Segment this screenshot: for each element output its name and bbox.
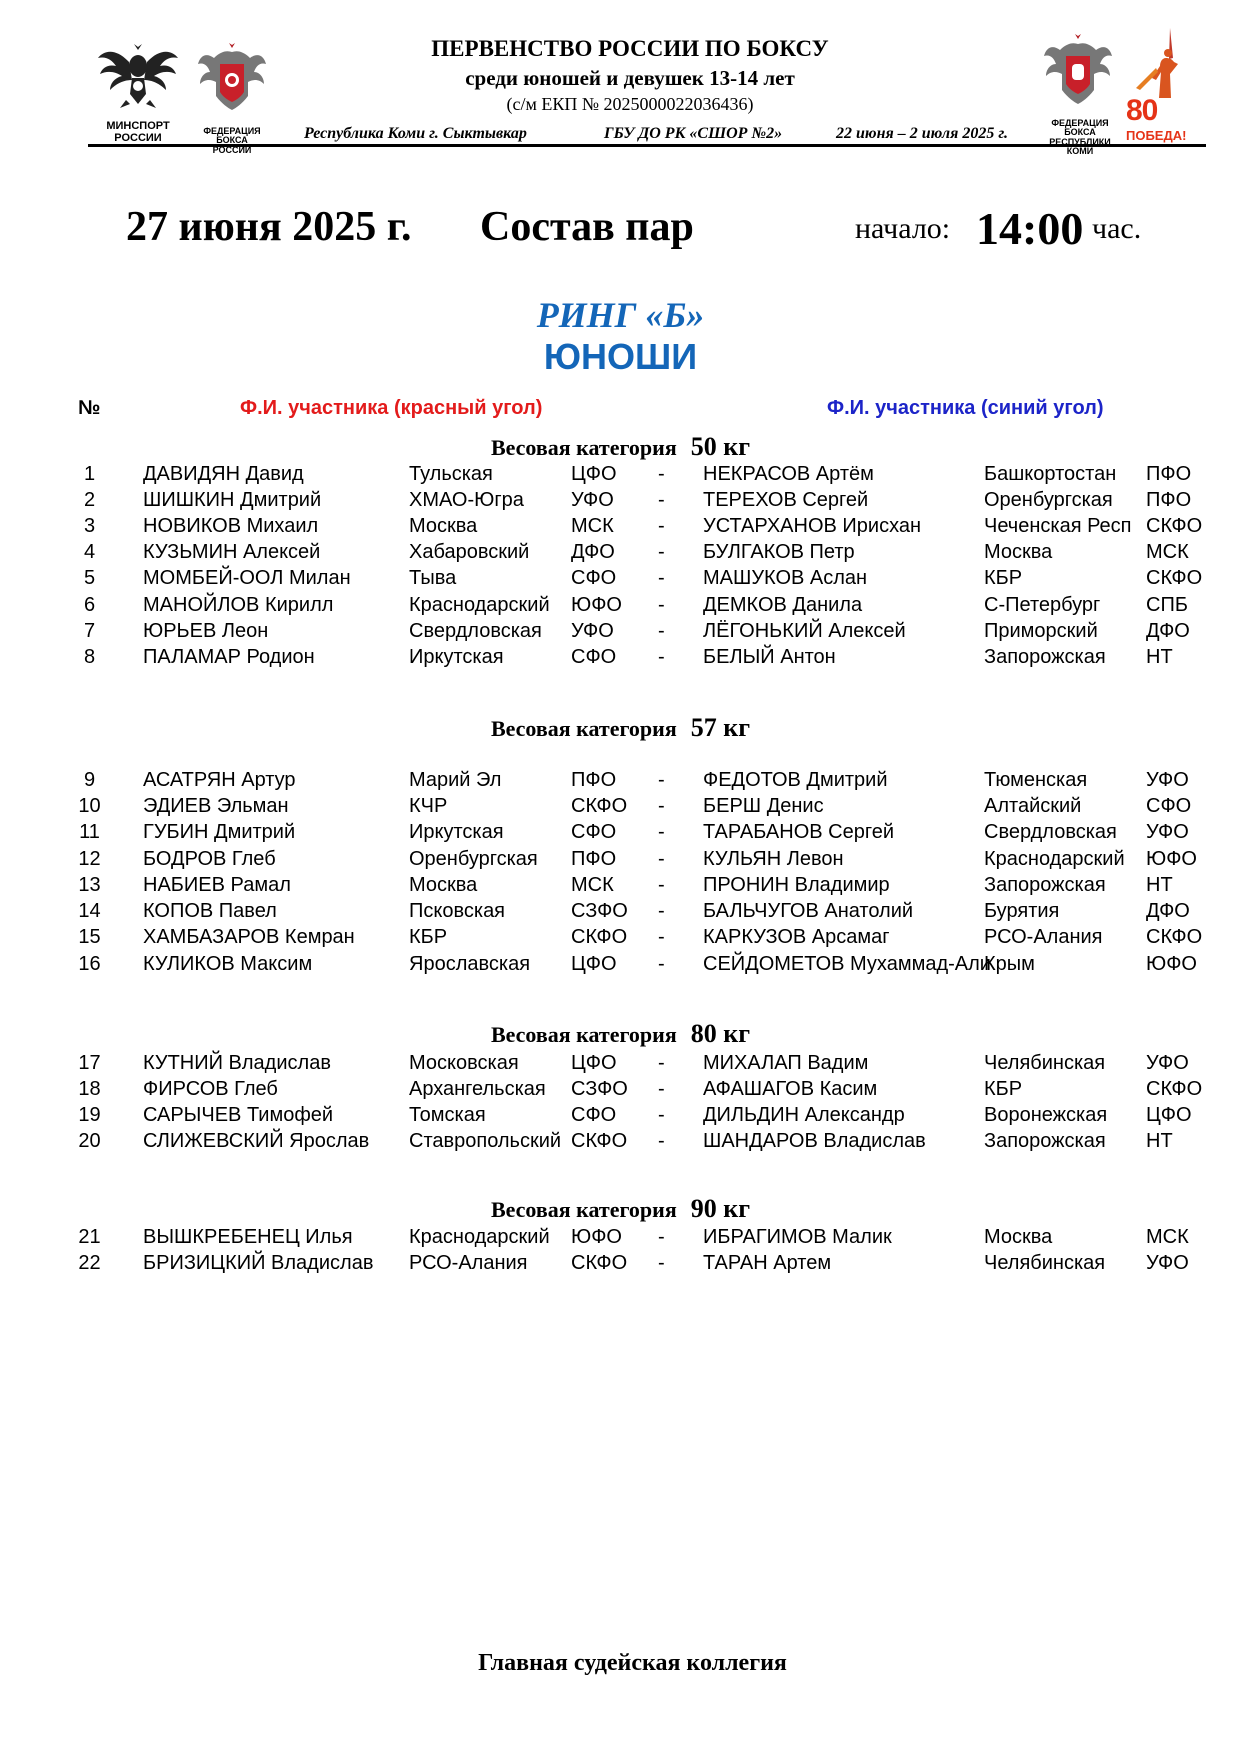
bout-row (0, 769, 1241, 795)
red-boxer-district: ЮФО (571, 594, 622, 616)
red-boxer-region: Архангельская (409, 1078, 546, 1100)
event-dates: 22 июня – 2 июля 2025 г. (836, 125, 1009, 142)
red-boxer-district: СФО (571, 821, 617, 843)
red-corner-header: Ф.И. участника (красный угол) (240, 397, 543, 419)
vs-dash: - (658, 874, 665, 896)
blue-boxer-region: Запорожская (984, 646, 1106, 668)
blue-boxer-region: Запорожская (984, 1130, 1106, 1152)
blue-boxer-name: БАЛЬЧУГОВ Анатолий (703, 900, 914, 922)
blue-boxer-region: РСО-Алания (984, 926, 1103, 948)
blue-boxer-region: КБР (984, 1078, 1023, 1100)
blue-boxer-district: СКФО (1146, 926, 1203, 948)
red-boxer-region: Москва (409, 874, 478, 896)
red-boxer-region: Иркутская (409, 821, 504, 843)
blue-boxer-region: Алтайский (984, 795, 1082, 817)
blue-boxer-name: УСТАРХАНОВ Ирисхан (703, 515, 922, 537)
bout-row (0, 795, 1241, 821)
group-title: ЮНОШИ (543, 336, 698, 377)
bout-number: 13 (78, 874, 101, 896)
red-boxer-district: ДФО (571, 541, 615, 563)
bout-row (0, 848, 1241, 874)
bout-number: 15 (78, 926, 101, 948)
red-boxer-region: Москва (409, 515, 478, 537)
blue-corner-header: Ф.И. участника (синий угол) (827, 397, 1104, 419)
column-number-header: № (78, 397, 101, 419)
category-weight: 57 кг (690, 713, 751, 742)
red-boxer-name: ЭДИЕВ Эльман (143, 795, 289, 817)
weight-category-heading (0, 1194, 1241, 1224)
bout-row (0, 1252, 1241, 1278)
category-label: Весовая категория (490, 716, 677, 741)
blue-boxer-district: ПФО (1146, 463, 1192, 485)
weight-category-heading (0, 432, 1241, 462)
blue-boxer-name: ФЕДОТОВ Дмитрий (703, 769, 888, 791)
red-boxer-name: КУЛИКОВ Максим (143, 953, 313, 975)
victory-number: 80 (1126, 94, 1158, 127)
blue-boxer-name: МАШУКОВ Аслан (703, 567, 868, 589)
red-boxer-district: СФО (571, 646, 617, 668)
weight-category-heading (0, 713, 1241, 743)
blue-boxer-district: УФО (1146, 1252, 1189, 1274)
bout-number: 11 (79, 821, 100, 843)
red-boxer-region: Тыва (409, 567, 457, 589)
vs-dash: - (658, 594, 665, 616)
blue-boxer-name: СЕЙДОМЕТОВ Мухаммад-Али (703, 953, 991, 975)
category-label: Весовая категория (490, 435, 677, 460)
blue-boxer-district: СКФО (1146, 567, 1203, 589)
red-boxer-name: ШИШКИН Дмитрий (143, 489, 322, 511)
bout-row (0, 1078, 1241, 1104)
blue-boxer-district: МСК (1146, 1226, 1189, 1248)
blue-boxer-name: БЕЛЫЙ Антон (703, 646, 836, 668)
blue-boxer-name: ДЕМКОВ Данила (703, 594, 863, 616)
bout-row (0, 1130, 1241, 1156)
category-weight: 90 кг (690, 1194, 751, 1223)
red-boxer-region: Ставропольский (409, 1130, 562, 1152)
vs-dash: - (658, 926, 665, 948)
vs-dash: - (658, 900, 665, 922)
start-unit: час. (1092, 212, 1142, 245)
bout-row (0, 567, 1241, 593)
blue-boxer-district: ЮФО (1146, 848, 1197, 870)
red-boxer-name: ГУБИН Дмитрий (143, 821, 296, 843)
start-label: начало: (855, 212, 951, 245)
blue-boxer-name: КАРКУЗОВ Арсамаг (703, 926, 890, 948)
red-boxer-name: МАНОЙЛОВ Кирилл (143, 594, 334, 616)
bout-row (0, 594, 1241, 620)
bout-number: 21 (78, 1226, 101, 1248)
event-subtitle: среди юношей и девушек 13-14 лет (465, 66, 795, 90)
blue-boxer-name: ДИЛЬДИН Александр (703, 1104, 905, 1126)
vs-dash: - (658, 515, 665, 537)
category-weight: 80 кг (690, 1019, 751, 1048)
red-boxer-district: СКФО (571, 1130, 628, 1152)
red-boxer-district: СЗФО (571, 1078, 628, 1100)
ring-title: РИНГ «Б» (536, 295, 705, 335)
red-boxer-name: АСАТРЯН Артур (143, 769, 296, 791)
vs-dash: - (658, 769, 665, 791)
red-boxer-name: КУЗЬМИН Алексей (143, 541, 321, 563)
event-title: ПЕРВЕНСТВО РОССИИ ПО БОКСУ (431, 36, 829, 61)
vs-dash: - (658, 1104, 665, 1126)
bout-row (0, 926, 1241, 952)
victory-text: ПОБЕДА! (1126, 128, 1187, 143)
blue-boxer-name: ТАРАБАНОВ Сергей (703, 821, 894, 843)
vs-dash: - (658, 795, 665, 817)
category-weight: 50 кг (690, 432, 751, 461)
header-divider (88, 144, 1206, 147)
red-boxer-region: Краснодарский (409, 1226, 550, 1248)
blue-boxer-name: ИБРАГИМОВ Малик (703, 1226, 892, 1248)
bout-number: 22 (78, 1252, 101, 1274)
red-boxer-name: СЛИЖЕВСКИЙ Ярослав (143, 1130, 370, 1152)
komi-caption: ФЕДЕРАЦИЯ БОКСА РЕСПУБЛИКИ КОМИ (1049, 118, 1111, 157)
federation-emblem-icon (196, 42, 268, 114)
red-boxer-region: Томская (409, 1104, 486, 1126)
vs-dash: - (658, 1252, 665, 1274)
bout-number: 18 (78, 1078, 101, 1100)
vs-dash: - (658, 646, 665, 668)
red-boxer-district: СКФО (571, 795, 628, 817)
minsport-logo (96, 42, 180, 144)
blue-boxer-region: Башкортостан (984, 463, 1117, 485)
bout-number: 10 (78, 795, 101, 817)
vs-dash: - (658, 821, 665, 843)
red-boxer-name: НАБИЕВ Рамал (143, 874, 291, 896)
vs-dash: - (658, 541, 665, 563)
vs-dash: - (658, 1130, 665, 1152)
red-boxer-district: ПФО (571, 848, 617, 870)
blue-boxer-region: Приморский (984, 620, 1098, 642)
bout-row (0, 463, 1241, 489)
eagle-emblem-icon (96, 42, 180, 112)
red-boxer-name: ФИРСОВ Глеб (143, 1078, 278, 1100)
red-boxer-district: СФО (571, 567, 617, 589)
red-boxer-region: Тульская (409, 463, 493, 485)
blue-boxer-district: ПФО (1146, 489, 1192, 511)
red-boxer-region: РСО-Алания (409, 1252, 528, 1274)
blue-boxer-region: Бурятия (984, 900, 1060, 922)
blue-boxer-name: БУЛГАКОВ Петр (703, 541, 855, 563)
red-boxer-region: ХМАО-Югра (409, 489, 524, 511)
blue-boxer-name: НЕКРАСОВ Артём (703, 463, 874, 485)
blue-boxer-region: Крым (984, 953, 1035, 975)
bout-number: 1 (83, 463, 96, 485)
red-boxer-name: БРИЗИЦКИЙ Владислав (143, 1252, 374, 1274)
red-boxer-region: КЧР (409, 795, 448, 817)
blue-boxer-region: Челябинская (984, 1252, 1106, 1274)
blue-boxer-district: СФО (1146, 795, 1192, 817)
motherland-statue-icon (1126, 28, 1198, 98)
blue-boxer-name: ПРОНИН Владимир (703, 874, 890, 896)
red-boxer-region: КБР (409, 926, 448, 948)
red-boxer-region: Краснодарский (409, 594, 550, 616)
red-boxer-district: ЦФО (571, 1052, 617, 1074)
bout-row (0, 646, 1241, 672)
bout-row (0, 620, 1241, 646)
red-boxer-region: Иркутская (409, 646, 504, 668)
red-boxer-district: СЗФО (571, 900, 628, 922)
blue-boxer-region: С-Петербург (984, 594, 1101, 616)
bout-number: 17 (78, 1052, 101, 1074)
bout-row (0, 821, 1241, 847)
red-boxer-region: Хабаровский (409, 541, 530, 563)
bout-number: 8 (83, 646, 96, 668)
red-boxer-name: БОДРОВ Глеб (143, 848, 276, 870)
blue-boxer-name: ШАНДАРОВ Владислав (703, 1130, 926, 1152)
red-boxer-district: ПФО (571, 769, 617, 791)
bout-number: 20 (78, 1130, 101, 1152)
blue-boxer-district: ДФО (1146, 620, 1190, 642)
blue-boxer-region: КБР (984, 567, 1023, 589)
blue-boxer-district: НТ (1146, 646, 1173, 668)
blue-boxer-name: АФАШАГОВ Касим (703, 1078, 878, 1100)
red-boxer-district: СФО (571, 1104, 617, 1126)
blue-boxer-region: Челябинская (984, 1052, 1106, 1074)
blue-boxer-name: МИХАЛАП Вадим (703, 1052, 869, 1074)
blue-boxer-district: УФО (1146, 821, 1189, 843)
red-boxer-district: СКФО (571, 926, 628, 948)
blue-boxer-district: ДФО (1146, 900, 1190, 922)
blue-boxer-region: Воронежская (984, 1104, 1108, 1126)
red-boxer-name: КУТНИЙ Владислав (143, 1052, 331, 1074)
minsport-caption: МИНСПОРТ РОССИИ (106, 120, 170, 144)
bout-number: 2 (83, 489, 96, 511)
red-boxer-name: ДАВИДЯН Давид (143, 463, 304, 485)
bout-number: 5 (83, 567, 96, 589)
red-boxer-name: ХАМБАЗАРОВ Кемран (143, 926, 355, 948)
federation-caption: ФЕДЕРАЦИЯ БОКСА РОССИИ (203, 126, 261, 155)
ekp-number: (с/м ЕКП № 2025000022036436) (506, 94, 754, 114)
bout-number: 4 (83, 541, 96, 563)
start-time: 14:00 (976, 203, 1084, 254)
bout-row (0, 1226, 1241, 1252)
bout-row (0, 541, 1241, 567)
red-boxer-district: СКФО (571, 1252, 628, 1274)
bout-number: 7 (83, 620, 96, 642)
blue-boxer-district: СКФО (1146, 1078, 1203, 1100)
vs-dash: - (658, 489, 665, 511)
vs-dash: - (658, 463, 665, 485)
red-boxer-region: Марий Эл (409, 769, 502, 791)
blue-boxer-district: НТ (1146, 1130, 1173, 1152)
bout-number: 3 (83, 515, 96, 537)
red-boxer-region: Оренбургская (409, 848, 538, 870)
red-boxer-name: САРЫЧЕВ Тимофей (143, 1104, 334, 1126)
blue-boxer-name: ЛЁГОНЬКИЙ Алексей (703, 620, 906, 642)
red-boxer-region: Псковская (409, 900, 506, 922)
red-boxer-district: ЮФО (571, 1226, 622, 1248)
bout-row (0, 489, 1241, 515)
boxing-federation-logo (196, 42, 268, 155)
bout-number: 16 (78, 953, 101, 975)
blue-boxer-name: ТАРАН Артем (703, 1252, 832, 1274)
red-boxer-district: МСК (571, 874, 614, 896)
weight-category-heading (0, 1019, 1241, 1049)
bout-number: 19 (78, 1104, 101, 1126)
red-boxer-name: НОВИКОВ Михаил (143, 515, 319, 537)
bout-row (0, 1104, 1241, 1130)
page-title: Состав пар (480, 204, 694, 250)
red-boxer-region: Свердловская (409, 620, 542, 642)
red-boxer-name: ПАЛАМАР Родион (143, 646, 315, 668)
vs-dash: - (658, 1052, 665, 1074)
blue-boxer-district: УФО (1146, 769, 1189, 791)
blue-boxer-district: УФО (1146, 1052, 1189, 1074)
red-boxer-name: ЮРЬЕВ Леон (143, 620, 269, 642)
red-boxer-district: ЦФО (571, 463, 617, 485)
blue-boxer-name: ТЕРЕХОВ Сергей (703, 489, 869, 511)
blue-boxer-name: КУЛЬЯН Левон (703, 848, 844, 870)
blue-boxer-district: МСК (1146, 541, 1189, 563)
blue-boxer-region: Краснодарский (984, 848, 1125, 870)
komi-emblem-icon (1040, 34, 1116, 110)
blue-boxer-region: Москва (984, 541, 1053, 563)
blue-boxer-district: НТ (1146, 874, 1173, 896)
blue-boxer-region: Москва (984, 1226, 1053, 1248)
red-boxer-name: МОМБЕЙ-ООЛ Милан (143, 567, 351, 589)
vs-dash: - (658, 953, 665, 975)
bout-row (0, 874, 1241, 900)
blue-boxer-region: Чеченская Респ (984, 515, 1132, 537)
bout-row (0, 1052, 1241, 1078)
red-boxer-district: МСК (571, 515, 614, 537)
blue-boxer-district: ЮФО (1146, 953, 1197, 975)
bout-row (0, 515, 1241, 541)
red-boxer-name: КОПОВ Павел (143, 900, 277, 922)
event-location: Республика Коми г. Сыктывкар (304, 125, 527, 142)
blue-boxer-district: ЦФО (1146, 1104, 1192, 1126)
vs-dash: - (658, 1226, 665, 1248)
category-label: Весовая категория (490, 1022, 677, 1047)
vs-dash: - (658, 567, 665, 589)
komi-federation-logo (1040, 34, 1116, 157)
category-label: Весовая категория (490, 1197, 677, 1222)
chief-judges-signature: Главная судейская коллегия (478, 1650, 787, 1676)
event-venue: ГБУ ДО РК «СШОР №2» (604, 125, 783, 142)
blue-boxer-district: СПБ (1146, 594, 1188, 616)
bout-number: 14 (78, 900, 101, 922)
blue-boxer-name: БЕРШ Денис (703, 795, 824, 817)
bout-row (0, 900, 1241, 926)
red-boxer-district: ЦФО (571, 953, 617, 975)
red-boxer-region: Московская (409, 1052, 519, 1074)
blue-boxer-region: Оренбургская (984, 489, 1113, 511)
victory-80-logo (1126, 28, 1198, 146)
vs-dash: - (658, 848, 665, 870)
blue-boxer-region: Тюменская (984, 769, 1088, 791)
blue-boxer-region: Свердловская (984, 821, 1117, 843)
vs-dash: - (658, 620, 665, 642)
bout-number: 9 (83, 769, 96, 791)
bout-number: 6 (83, 594, 96, 616)
red-boxer-district: УФО (571, 489, 614, 511)
blue-boxer-district: СКФО (1146, 515, 1203, 537)
bout-row (0, 953, 1241, 979)
bout-date: 27 июня 2025 г. (126, 204, 412, 250)
vs-dash: - (658, 1078, 665, 1100)
red-boxer-name: ВЫШКРЕБЕНЕЦ Илья (143, 1226, 353, 1248)
bout-number: 12 (78, 848, 101, 870)
blue-boxer-region: Запорожская (984, 874, 1106, 896)
red-boxer-district: УФО (571, 620, 614, 642)
red-boxer-region: Ярославская (409, 953, 531, 975)
